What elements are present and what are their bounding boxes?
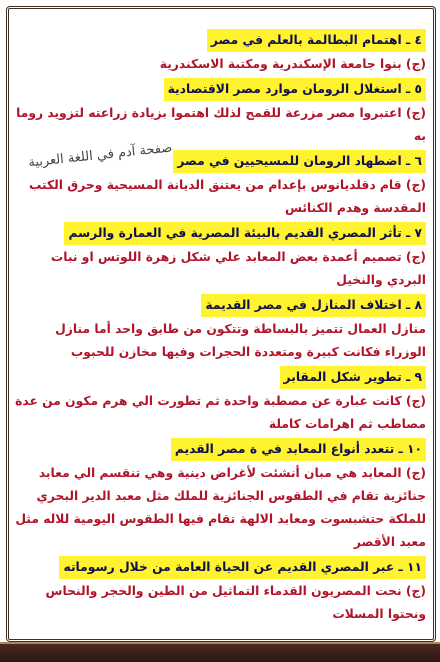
question-heading: ٥ ـ استغلال الرومان موارد مصر الاقتصادية bbox=[164, 78, 426, 101]
answer-text: (ج) المعابد هي مبان أنشئت لأغراض دينية وهي تنقسم الي معابد جنائزية تقام في الطقوس الجنائزية للملك مثل معبد الدير البحري للملكة حتشبسوت ومعابد الالهة تقام فيها الطقوس اليومية للاله مثل معبد الأقصر bbox=[15, 466, 426, 549]
list-item bbox=[14, 365, 426, 436]
list-item bbox=[14, 437, 426, 554]
answer-text: (ج) اعتبروا مصر مزرعة للقمح لذلك اهتموا بزيادة زراعته لتزويد روما به bbox=[16, 106, 426, 143]
watermark-text: صفحة آدم في اللغة العربية bbox=[27, 140, 174, 171]
answer-text: منازل العمال تتميز بالبساطة وتتكون من طابق واحد أما منازل الوزراء فكانت كبيرة ومتعددة الحجرات وفيها مخازن للحبوب bbox=[55, 322, 426, 359]
bottom-decorative-band bbox=[0, 642, 440, 662]
list-item bbox=[14, 221, 426, 292]
question-heading: ١١ ـ عبر المصري القديم عن الحياة العامة من خلال رسوماته bbox=[59, 556, 426, 579]
answer-text: (ج) بنوا جامعة الإسكندرية ومكتبة الاسكندرية bbox=[159, 57, 426, 71]
question-heading: ٩ ـ تطوير شكل المقابر bbox=[280, 366, 426, 389]
list-item bbox=[14, 77, 426, 148]
question-heading: ٦ ـ اضطهاد الرومان للمسيحيين في مصر bbox=[173, 150, 426, 173]
questions-list bbox=[14, 28, 426, 627]
answer-text: (ج) كانت عبارة عن مصطبة واحدة ثم تطورت الي هرم مكون من عدة مصاطب ثم اهرامات كاملة bbox=[15, 394, 426, 431]
answer-text: (ج) قام دقلديانوس بإعدام من يعتنق الديانة المسيحية وحرق الكتب المقدسة وهدم الكنائس bbox=[28, 178, 426, 215]
list-item bbox=[14, 28, 426, 76]
list-item bbox=[14, 555, 426, 626]
question-heading: ٨ ـ اختلاف المنازل في مصر القديمة bbox=[201, 294, 426, 317]
list-item bbox=[14, 293, 426, 364]
question-heading: ١٠ ـ تتعدد أنواع المعابد في ة مصر القديم bbox=[171, 438, 426, 461]
answer-text: (ج) تصميم أعمدة بعض المعابد علي شكل زهرة اللوتس او نبات البردي والنخيل bbox=[50, 250, 426, 287]
answer-text: (ج) نحت المصريون القدماء التماثيل من الطين والحجر والنحاس ونحتوا المسلات bbox=[45, 584, 426, 621]
question-heading: ٧ ـ تأثر المصري القديم بالبيئة المصرية في العمارة والرسم bbox=[64, 222, 426, 245]
question-heading: ٤ ـ اهتمام البطالمة بالعلم في مصر bbox=[207, 29, 426, 52]
